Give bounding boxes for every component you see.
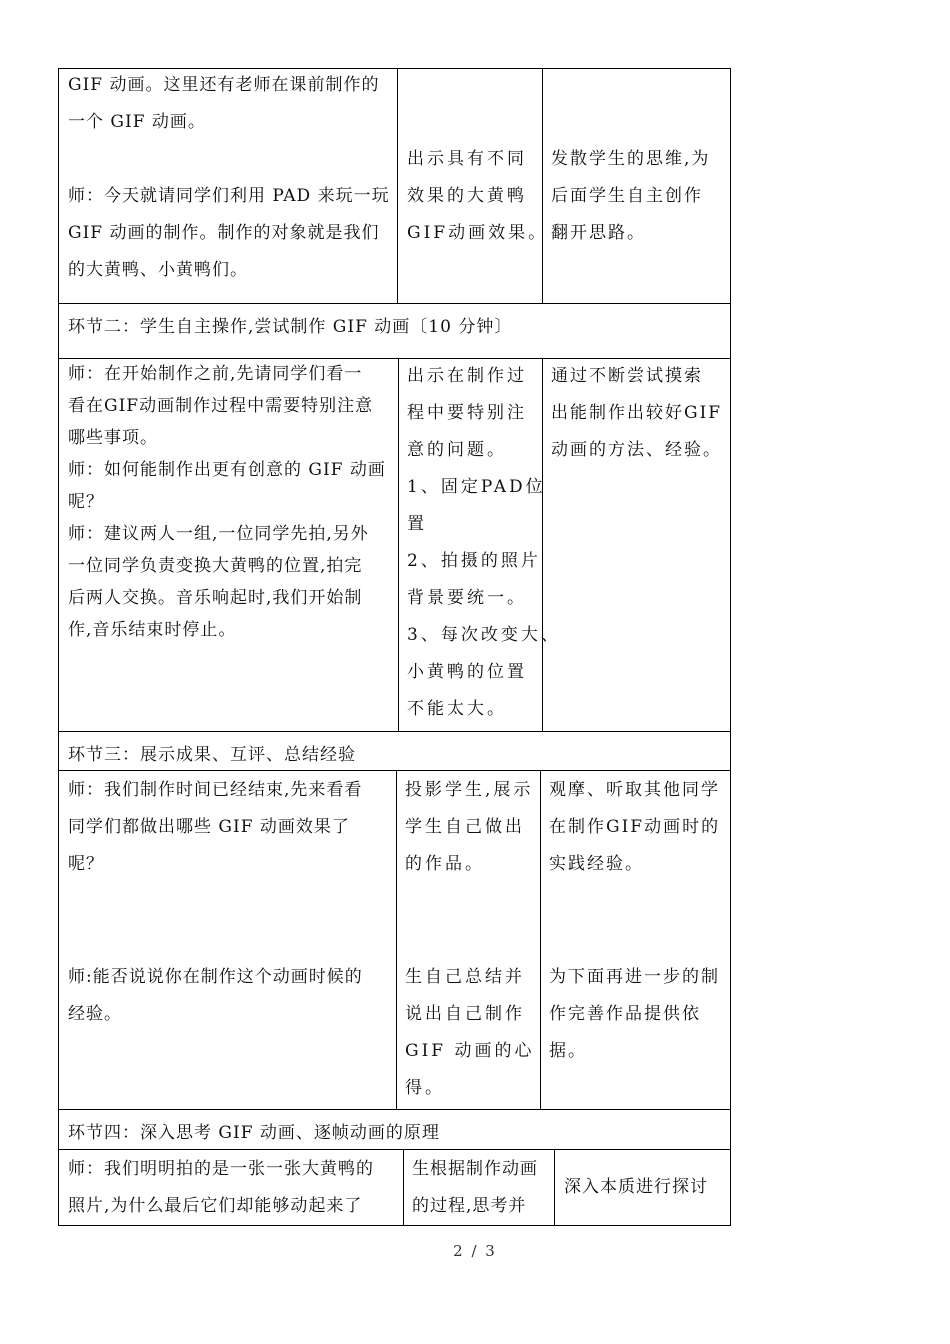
section-title: 环节三：展示成果、互评、总结经验	[68, 745, 356, 765]
teacher-dialogue: 师:能否说说你在制作这个动画时候的 经验。	[68, 967, 363, 1024]
col-divider	[396, 770, 397, 1110]
row-divider	[58, 731, 731, 732]
table-border-left	[58, 68, 59, 1226]
teacher-dialogue: 师：我们明明拍的是一张一张大黄鸭的 照片,为什么最后它们却能够动起来了	[68, 1159, 374, 1216]
col-divider	[403, 1149, 404, 1226]
teacher-dialogue: GIF 动画。这里还有老师在课前制作的 一个 GIF 动画。 师：今天就请同学们利用 PAD 来玩一玩 GIF 动画的制作。制作的对象就是我们 的大黄鸭、小黄鸭们。	[68, 75, 390, 280]
row-divider	[58, 303, 731, 304]
student-activity: 生自己总结并 说出自己制作 GIF 动画的心 得。	[405, 967, 535, 1098]
table-border-bottom	[58, 1225, 731, 1226]
page-number: 2 / 3	[453, 1242, 497, 1260]
row-divider	[58, 1109, 731, 1110]
col-divider	[540, 770, 541, 1110]
col-divider	[397, 68, 398, 304]
col-divider	[398, 358, 399, 732]
student-activity: 生根据制作动画 的过程,思考并	[412, 1159, 538, 1216]
col-divider	[554, 1149, 555, 1226]
design-intent: 为下面再进一步的制 作完善作品提供依 据。	[549, 967, 720, 1061]
design-intent: 发散学生的思维,为 后面学生自主创作 翻开思路。	[551, 149, 711, 243]
row-divider	[58, 770, 731, 771]
teacher-dialogue: 师：在开始制作之前,先请同学们看一 看在GIF动画制作过程中需要特别注意 哪些事项。 师：如何能制作出更有创意的 GIF 动画 呢？ 师：建议两人一组,一位同学先拍,另外 一位同学负责变换大黄鸭的位置,拍完 后两人交换。音乐响起时,我们开始制 作,音乐结束时停止。	[68, 364, 386, 640]
teacher-activity: 投影学生,展示 学生自己做出 的作品。	[405, 780, 534, 874]
design-intent: 通过不断尝试摸索 出能制作出较好GIF 动画的方法、经验。	[551, 366, 723, 460]
design-intent: 深入本质进行探讨	[564, 1177, 708, 1197]
teacher-activity: 出示具有不同 效果的大黄鸭 GIF动画效果。	[407, 149, 549, 243]
teacher-activity: 出示在制作过 程中要特别注 意的问题。 1、固定PAD位 置 2、拍摄的照片 背景要统一。 3、每次改变大、 小黄鸭的位置 不能太大。	[407, 366, 561, 719]
section-title: 环节二：学生自主操作,尝试制作 GIF 动画〔10 分钟〕	[68, 317, 513, 337]
teacher-dialogue: 师：我们制作时间已经结束,先来看看 同学们都做出哪些 GIF 动画效果了 呢？	[68, 780, 363, 874]
row-divider	[58, 1149, 731, 1150]
section-title: 环节四：深入思考 GIF 动画、逐帧动画的原理	[68, 1123, 440, 1143]
table-border-right	[730, 68, 731, 1226]
design-intent: 观摩、听取其他同学 在制作GIF动画时的 实践经验。	[549, 780, 721, 874]
